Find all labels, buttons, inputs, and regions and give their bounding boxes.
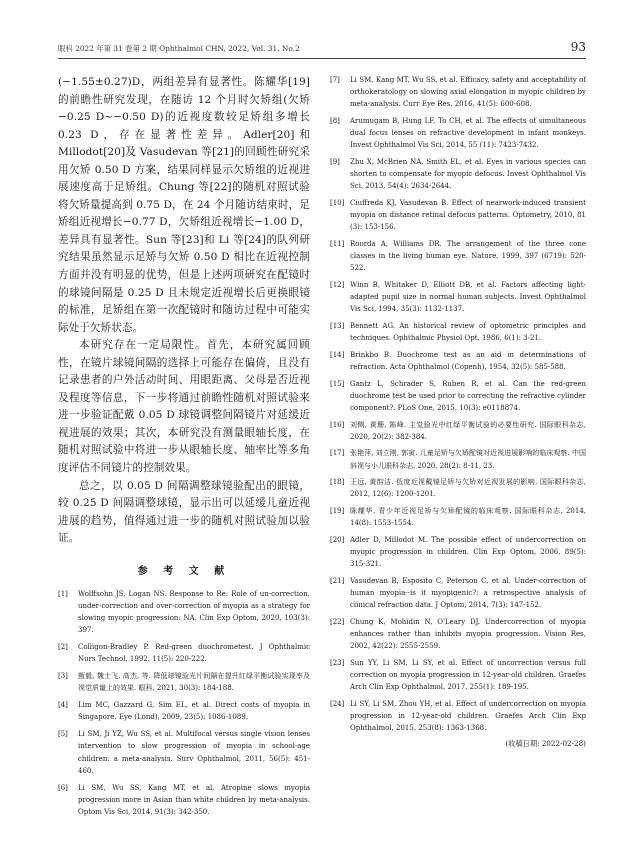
reference-item bbox=[330, 575, 586, 612]
reference-text: Li SM, Kang MT, Wu SS, et al. Efficacy, safety and acceptability of orthokeratology on slowing axial elongation in myopic children by meta-analysis. Curr Eye Res, 2016, 41(5): 600-608. bbox=[350, 76, 586, 109]
reference-item bbox=[330, 534, 586, 571]
reference-number: [11] bbox=[330, 240, 345, 248]
reference-list-right bbox=[330, 74, 586, 734]
reference-text: Colligon-Bradley P. Red-green duochrometest. J Ophthalmic Nurs Technol, 1992, 11(5): 220-222. bbox=[78, 643, 310, 664]
paragraph-2: 本研究存在一定局限性。首先，本研究属回顾性，在镜片球镜间隔的选择上可能存在偏倚，且没有记录患者的户外活动时间、用眼距离、父母是否近视及程度等信息，下一步将通过前瞻性随机对照试验来进一步验证配戴 0.05 D 球镜调整间隔镜片对延缓近视进展的效果；其次，本研究没有测量眼轴长度，在随机对照试验中将进一步从眼轴长度、轴率比等多角度评估不同镜片的控制效果。 bbox=[58, 339, 310, 475]
reference-number: [24] bbox=[330, 699, 345, 708]
reference-item bbox=[330, 698, 586, 735]
reference-number: [23] bbox=[330, 658, 345, 667]
reference-text: Wolffsohn JS, Logan NS. Response to Re: Role of un-correction, under-correction and over-correction of myopia as a strategy for slowing myopic progression: NA. Clin Exp Optom, 2020, 103(3): 397. bbox=[78, 589, 310, 635]
left-column bbox=[58, 74, 310, 823]
reference-item bbox=[330, 419, 586, 443]
reference-text: Li SM, Wu SS, Kang MT, et al. Atropine slows myopia progression more in Asian than white children by meta-analysis. Optom Vis Sci, 2014, 91(3): 342-350. bbox=[78, 783, 310, 816]
reference-item bbox=[330, 616, 586, 653]
reference-text: Li SY, Li SM, Zhou YH, et al. Effect of undercorrection on myopia progression in 12-year-old children. Graefes Arch Clin Exp Ophthalmol, 2015, 253(8): 1363-1368. bbox=[350, 699, 586, 733]
reference-number: [13] bbox=[330, 322, 345, 330]
reference-item bbox=[330, 156, 586, 193]
running-header bbox=[58, 36, 586, 54]
reference-number: [14] bbox=[330, 350, 345, 359]
reference-number: [5] bbox=[58, 730, 68, 739]
reference-item bbox=[330, 115, 586, 152]
reference-text: 甄毅, 魏士飞, 高杰, 等. 降低球镜验光片间隔在提升红绿平衡试验实现率及视觉质量上的效果. 眼科, 2021, 30(3): 184-188. bbox=[78, 672, 310, 693]
reference-number: [18] bbox=[330, 478, 345, 487]
reference-text: Lim MC, Gazzard G, Sim EL, et al. Direct costs of myopia in Singapore. Eye (Lond), 2009, 23(5): 1086-1089. bbox=[78, 701, 310, 722]
reference-item bbox=[330, 505, 586, 529]
reference-number: [20] bbox=[330, 535, 345, 544]
reference-item bbox=[330, 657, 586, 694]
reference-item bbox=[330, 74, 586, 111]
reference-text: 陈耀华. 青少年近视足矫与欠矫配镜的临床观察. 国际眼科杂志, 2014, 14(8): 1553-1554. bbox=[350, 506, 586, 528]
reference-number: [9] bbox=[330, 158, 340, 166]
reference-item bbox=[330, 320, 586, 344]
page-number: 93 bbox=[570, 40, 586, 54]
reference-item bbox=[330, 197, 586, 234]
reference-number: [4] bbox=[58, 701, 68, 710]
reference-item bbox=[330, 349, 586, 373]
reference-item bbox=[330, 476, 586, 500]
reference-item bbox=[330, 238, 586, 275]
reference-item bbox=[58, 699, 310, 723]
reference-text: Sun YY, Li SM, Li SY, et al. Effect of uncorrection versus full correction on myopia progression in 12-year-old children. Graefes Arch Clin Exp Ophthalmol, 2017, 255(1): 189-195. bbox=[350, 658, 586, 692]
discussion-text bbox=[58, 74, 310, 548]
reference-number: [19] bbox=[330, 506, 345, 515]
reference-number: [17] bbox=[330, 449, 345, 458]
reference-text: Chung K, Mohidin N, O'Leary DJ. Undercorrection of myopia enhances rather than inhibits myopia progression. Vision Res, 2002, 42(22): 2555-2559. bbox=[350, 617, 586, 651]
reference-item bbox=[58, 588, 310, 637]
reference-number: [22] bbox=[330, 617, 345, 626]
reference-item bbox=[58, 782, 310, 819]
reference-text: Roorda A, Williams DR. The arrangement of the three cone classes in the living human eye. Nature, 1999, 397 (6719): 520-522. bbox=[350, 240, 586, 273]
reference-number: [1] bbox=[58, 589, 68, 598]
reference-text: Adler D, Millodot M. The possible effect of undercorrection on myopic progression in children. Clin Exp Optom, 2006, 89(5): 315-321. bbox=[350, 535, 586, 569]
reference-number: [15] bbox=[330, 379, 345, 388]
paragraph-3: 总之，以 0.05 D 间隔调整球镜验配出的眼镜，较 0.25 D 间隔调整球镜，显示出可以延缓儿童近视进展的趋势，值得通过进一步的随机对照试验加以验证。 bbox=[58, 479, 310, 545]
references-heading: 参 考 文 献 bbox=[137, 565, 231, 577]
reference-text: 刘侧, 黄珊, 陈峰. 主觉验光中红绿平衡试验的必要性研究. 国际眼科杂志, 2020, 20(2): 382-384. bbox=[350, 420, 586, 441]
reference-number: [16] bbox=[330, 420, 345, 429]
reference-text: Brinkbo B. Duochrome test as an aid in determinations of refraction. Acta Ophthalmol (Copenh), 1954, 32(5): 585-588. bbox=[350, 350, 586, 371]
paragraph-1: (−1.55±0.27)D，两组差异有显著性。陈耀华[19]的前瞻性研究发现，在随访 12 个月时欠矫组(欠矫−0.25 D~−0.50 D)的近视度数较足矫组多增长 0.23 D，存在显著性差异。Adler[20]和 Millodot[20]及 Vasudevan 等[21]的回顾性研究采用欠矫 0.50 D 方案，结果同样显示欠矫组的近视进展速度高于足矫组。Chung 等[22]的随机对照试验将欠矫量提高到 0.75 D，在 24 个月随访结束时，足矫组近视增长−0.77 D，欠矫组近视增长−1.00 D，差异具有显著性。Sun 等[23]和 Li 等[24]的队列研究结果虽然显示足矫与欠矫 0.50 D 相比在近视控制方面并没有明显的优势，但是上述两项研究在配镜时的球镜间隔是 0.25 D 且未规定近视增长后更换眼镜的标准，足矫组在第一次配镜时和随访过程中可能实际处于欠矫状态。 bbox=[58, 76, 310, 334]
reference-number: [10] bbox=[330, 199, 345, 207]
reference-number: [8] bbox=[330, 117, 340, 125]
reference-text: 王远, 黄韵洁. 低度近视戴镜足矫与欠矫对近视发展的影响. 国际眼科杂志, 2012, 12(6): 1200-1201. bbox=[350, 478, 586, 499]
reference-item bbox=[58, 728, 310, 777]
reference-text: Li SM, Ji YZ, Wu SS, et al. Multifocal versus single vision lenses intervention to slow progression of myopia in school-age children: a meta-analysis. Surv Ophthalmol, 2011, 56(5): 451-460. bbox=[78, 730, 310, 775]
reference-number: [12] bbox=[330, 281, 345, 289]
received-date: (收稿日期: 2022-02-28) bbox=[505, 738, 586, 748]
header-rule bbox=[58, 58, 586, 59]
reference-text: 张艳萍, 刘立刚, 郭寅. 儿童足矫与欠矫配镜对近视进展影响的临床观察. 中国斜视与小儿眼科杂志, 2020, 28(2): 8-11, 23. bbox=[350, 449, 586, 470]
reference-item bbox=[58, 641, 310, 665]
reference-number: [21] bbox=[330, 576, 345, 585]
reference-text: Gantz L, Schrader S, Ruben R, et al. Can the red-green duochrome test be used prior to correcting the refractive cylinder component?. PLoS One, 2015, 10(3): e0118874. bbox=[350, 379, 586, 412]
right-column bbox=[330, 74, 586, 749]
reference-number: [3] bbox=[58, 672, 68, 681]
reference-list-left bbox=[58, 588, 310, 818]
journal-citation-header: 眼科 2022 年第 31 卷第 2 期 Ophthalmol CHN, 2022, Vol. 31, No.2 bbox=[58, 44, 300, 53]
reference-number: [6] bbox=[58, 783, 68, 792]
reference-number: [7] bbox=[330, 76, 340, 84]
reference-text: Arumugam B, Hung LF, To CH, et al. The effects of simultaneous dual focus lenses on refractive development in infant monkeys. Invest Ophthalmol Vis Sci, 2014, 55 (11): 7423-7432. bbox=[350, 117, 586, 150]
reference-item bbox=[58, 670, 310, 694]
reference-text: Vasudevan B, Esposito C, Peterson C, et al. Under-correction of human myopia--is it myopigenic?: a retrospective analysis of clinical refraction data. J Optom, 2014, 7(3): 147-152. bbox=[350, 576, 586, 610]
reference-item bbox=[330, 447, 586, 471]
reference-text: Ciuffreda KJ, Vasudevan B. Effect of nearwork-induced transient myopia on distance retinal defocus patterns. Optometry, 2010, 81 (3): 153-156. bbox=[350, 199, 586, 232]
reference-text: Bennett AG. An historical review of optometric principles and techniques. Ophthalmic Physiol Opt, 1986, 6(1): 3-21. bbox=[350, 322, 586, 343]
reference-item bbox=[330, 279, 586, 316]
reference-number: [2] bbox=[58, 643, 68, 652]
reference-item bbox=[330, 378, 586, 415]
reference-text: Zhu X, McBrien NA, Smith EL, et al. Eyes in various species can shorten to compensate for myopic defocus. Invest Ophthalmol Vis Sci, 2013, 54(4): 2634-2644. bbox=[350, 158, 586, 191]
reference-text: Winn B, Whitaker D, Elliott DB, et al. Factors affecting light-adapted pupil size in normal human subjects. Invest Ophthalmol Vis Sci, 1994, 35(3): 1132-1137. bbox=[350, 281, 586, 314]
